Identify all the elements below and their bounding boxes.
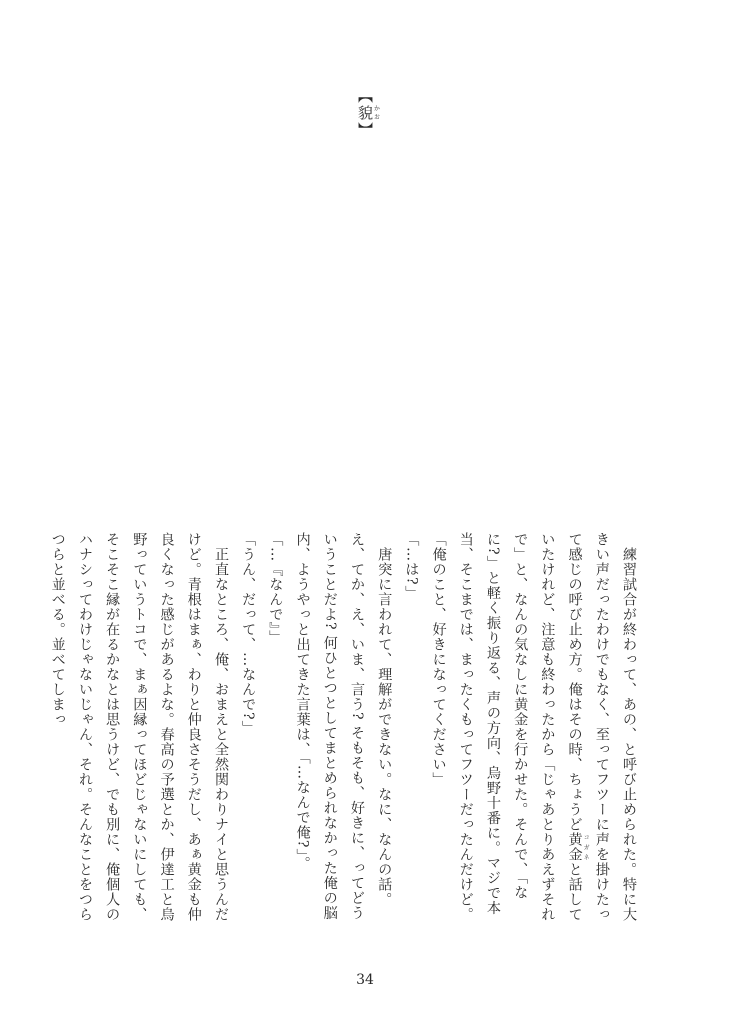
- chapter-title: [356, 105, 380, 122]
- chapter-heading: [357, 88, 379, 139]
- chapter-title-ruby: かお: [372, 105, 380, 122]
- dialogue-1: 「俺のこと、好きになってください」: [430, 532, 447, 787]
- dialogue-2: 「…は?」: [403, 532, 420, 601]
- ruby-reading: コガネ: [582, 832, 590, 862]
- body-text: [49, 532, 642, 930]
- chapter-title-text: 貌: [356, 105, 374, 122]
- page-number: 34: [356, 972, 374, 988]
- paragraph-2: 唐突に言われて、理解ができない。なに、なんの話。え、てか、え、いま、言う? そもそも、好きに、ってどういうことだよ? 何ひとつとしてまとめられなかった俺の脳内、ようやっと出てきた言葉は、「…なんで俺?」。: [294, 532, 393, 921]
- heading-open-bracket: 【: [356, 88, 374, 105]
- dialogue-3: 「…『なんで』」: [267, 532, 284, 645]
- ruby-annotation: 黄金 コガネ: [566, 832, 590, 862]
- dialogue-4: 「うん、だって、…なんで?」: [240, 532, 257, 736]
- paragraph-3: 正直なところ、俺、おまえと全然関わりナイと思うんだけど。青根はまぁ、わりと仲良さそうだし、あぁ黄金も仲良くなった感じがあるよな。春高の予選とか、伊達工と烏野っていうトコで、まぁ因縁ってほどじゃないにしても、そこそこ縁が在るかなとは思うけど、でも別に、俺個人のハナシってわけじゃないじゃん、それ。そんなことをつらつらと並べる。並べてしまっ: [49, 532, 229, 922]
- heading-close-bracket: 】: [356, 122, 374, 139]
- paragraph-1: 練習試合が終わって、あの、と呼び止められた。特に大きい声だったわけでもなく、至ってフツーに声を掛けたって感じの呼び止め方。俺はその時、ちょうど黄金 コガネと話していたけれど、注意も終わったから「じゃあとりあえずそれで」と、なんの気なしに黄金を行かせた。そんで、「なに?」と軽く振り返る、声の方向、烏野十番に。マジで本当、そこまでは、まったくもってフツーだったんだけど。: [457, 532, 637, 922]
